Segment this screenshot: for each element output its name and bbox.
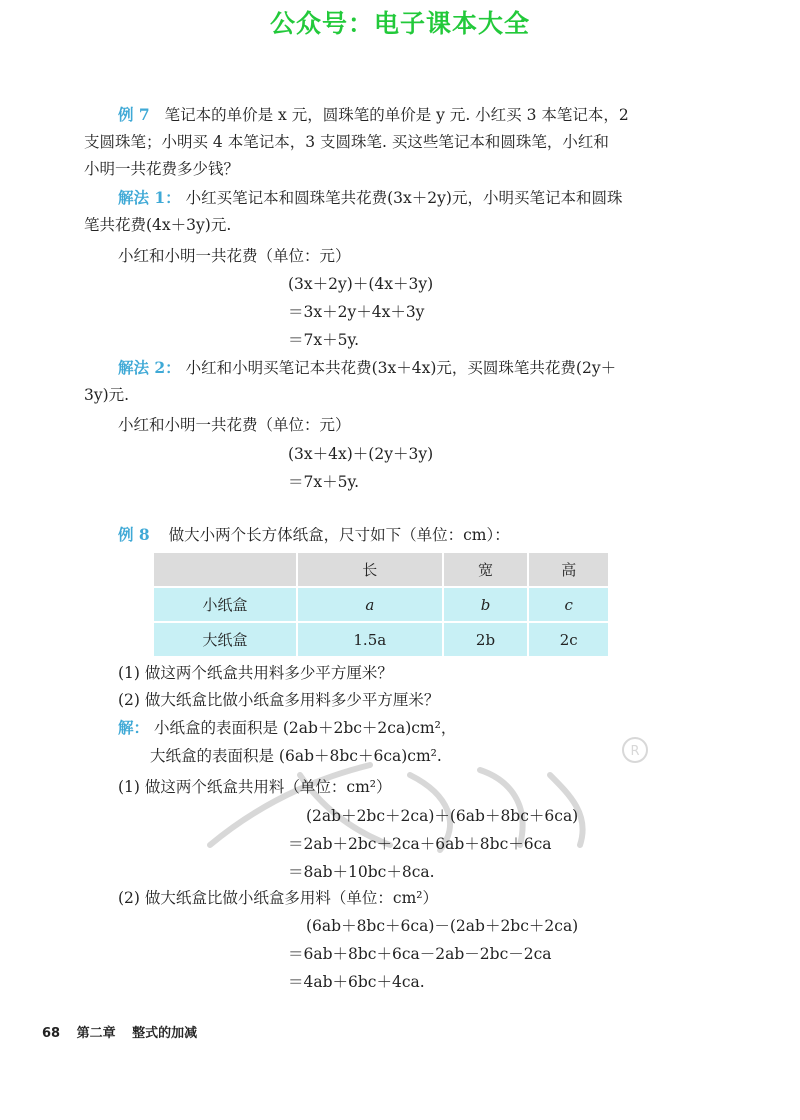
solution-label: 解： — [118, 718, 150, 737]
table-header-cell: 长 — [298, 553, 442, 586]
method1-text: 小红买笔记本和圆珠笔共花费(3x＋2y)元，小明买笔记本和圆珠 — [185, 189, 623, 207]
table-header-cell — [154, 553, 296, 586]
part1-title: (1) 做这两个纸盒共用料（单位：cm²） — [118, 778, 392, 796]
table-header-cell: 高 — [529, 553, 608, 586]
method2-label: 解法 2： — [118, 358, 181, 377]
table-cell: b — [444, 586, 528, 621]
m1-eq2: ＝3x＋2y＋4x＋3y — [288, 303, 425, 321]
table-cell: 2b — [444, 621, 528, 656]
p1-eq2: ＝2ab＋2bc＋2ca＋6ab＋8bc＋6ca — [288, 835, 552, 853]
table-row — [154, 586, 608, 621]
method1-line1 — [118, 187, 622, 209]
chapter-number: 第二章 — [76, 1026, 116, 1041]
example7-label: 例 7 — [118, 105, 150, 124]
table-row — [154, 621, 608, 656]
table-cell: a — [298, 586, 442, 621]
example7-line3: 小明一共花费多少钱？ — [84, 160, 240, 178]
example8-intro: 做大小两个长方体纸盒，尺寸如下（单位：cm）： — [168, 526, 510, 544]
example7-text: 笔记本的单价是 x 元，圆珠笔的单价是 y 元. 小红买 3 本笔记本，2 — [164, 106, 629, 124]
dimensions-table — [152, 553, 610, 656]
p2-eq3: ＝4ab＋6bc＋4ca. — [288, 973, 425, 991]
method1-label: 解法 1： — [118, 188, 181, 207]
table-cell: 小纸盒 — [154, 586, 296, 621]
method2-line2: 3y)元. — [84, 386, 130, 404]
p1-eq1: (2ab＋2bc＋2ca)＋(6ab＋8bc＋6ca) — [306, 807, 579, 825]
m2-eq2: ＝7x＋5y. — [288, 473, 360, 491]
table-cell: 1.5a — [298, 621, 442, 656]
chapter-title: 整式的加减 — [132, 1026, 198, 1041]
m2-eq1: (3x＋4x)＋(2y＋3y) — [288, 445, 434, 463]
method2-line1 — [118, 357, 616, 379]
total-label-2: 小红和小明一共花费（单位：元） — [118, 416, 351, 434]
method2-text: 小红和小明买笔记本共花费(3x＋4x)元，买圆珠笔共花费(2y＋ — [185, 359, 617, 377]
table-header-cell: 宽 — [444, 553, 528, 586]
solution-line1 — [118, 717, 456, 739]
table-cell: 大纸盒 — [154, 621, 296, 656]
p2-eq2: ＝6ab＋8bc＋6ca－2ab－2bc－2ca — [288, 945, 552, 963]
p2-eq1: (6ab＋8bc＋6ca)－(2ab＋2bc＋2ca) — [306, 917, 579, 935]
question-2: (2) 做大纸盒比做小纸盒多用料多少平方厘米？ — [118, 691, 440, 709]
example7-line2: 支圆珠笔；小明买 4 本笔记本，3 支圆珠笔. 买这些笔记本和圆珠笔，小红和 — [84, 133, 609, 151]
solution-line2: 大纸盒的表面积是 (6ab＋8bc＋6ca)cm². — [150, 747, 442, 765]
top-watermark: 公众号：电子课本大全 — [269, 9, 530, 38]
total-label-1: 小红和小明一共花费（单位：元） — [118, 247, 351, 265]
question-1: (1) 做这两个纸盒共用料多少平方厘米？ — [118, 664, 393, 682]
method1-line2: 笔共花费(4x＋3y)元. — [84, 216, 232, 234]
page-number: 68 — [42, 1026, 61, 1041]
m1-eq1: (3x＋2y)＋(4x＋3y) — [288, 275, 434, 293]
p1-eq3: ＝8ab＋10bc＋8ca. — [288, 863, 435, 881]
m1-eq3: ＝7x＋5y. — [288, 331, 360, 349]
example7-line1 — [118, 104, 629, 126]
page-footer — [42, 1022, 209, 1041]
part2-title: (2) 做大纸盒比做小纸盒多用料（单位：cm²） — [118, 889, 438, 907]
svg-text:R: R — [630, 744, 640, 759]
table-header-row — [154, 553, 608, 586]
solution-text-1: 小纸盒的表面积是 (2ab＋2bc＋2ca)cm²， — [153, 719, 457, 737]
table-cell: 2c — [529, 621, 608, 656]
example8-intro-line — [118, 524, 510, 546]
example8-label: 例 8 — [118, 525, 150, 544]
table-cell: c — [529, 586, 608, 621]
